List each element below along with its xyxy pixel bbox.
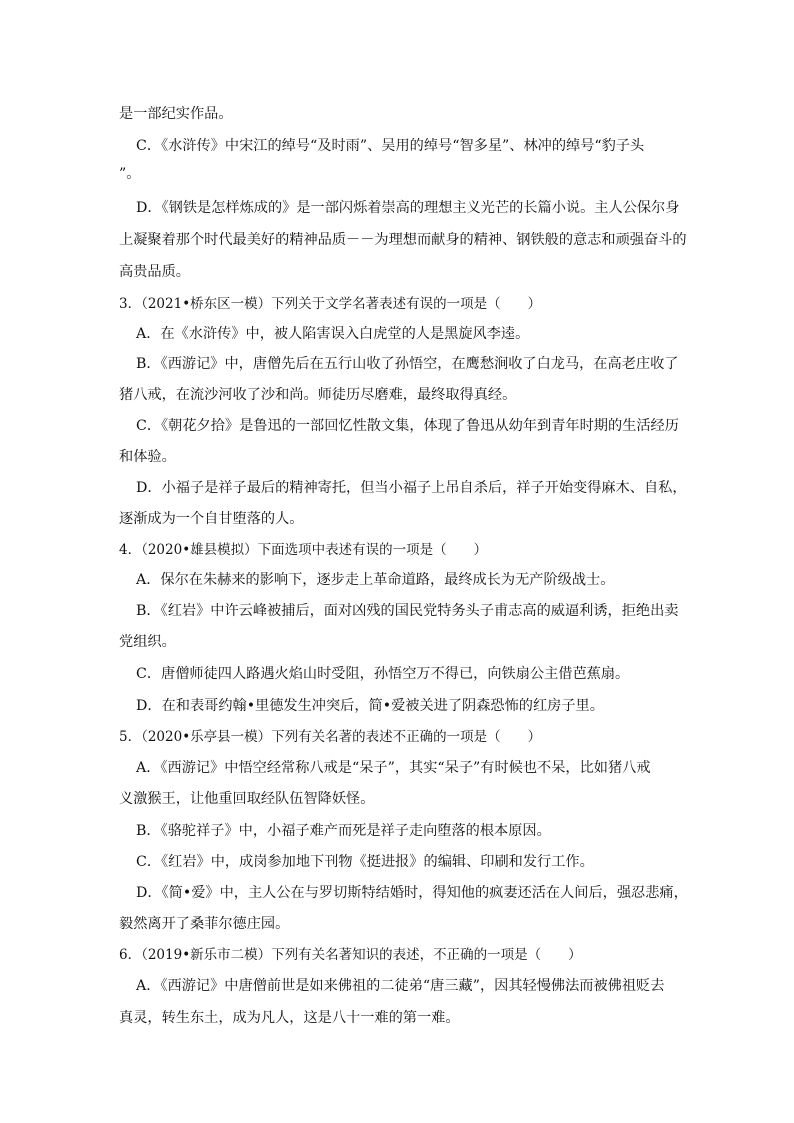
text-line: 和体验。 (119, 449, 176, 465)
option-c-line: C．唐僧师徒四人路遇火焰山时受阻，孙悟空万不得已，向铁扇公主借芭蕉扇。 (136, 666, 630, 682)
text-line: 逐渐成为一个自甘堕落的人。 (119, 511, 304, 527)
question-5-title: 5．（2020•乐亭县一模）下列有关名著的表述不正确的一项是（ ） (119, 729, 542, 745)
text-line: 党组织。 (119, 634, 176, 650)
option-d-line: D．《简•爱》中，主人公在与罗切斯特结婚时，得知他的疯妻还活在人间后，强忍悲痛， (136, 885, 688, 901)
text-line: 义激猴王，让他重回取经队伍智降妖怪。 (119, 791, 375, 807)
text-line: 上凝聚着那个时代最美好的精神品质－－为理想而献身的精神、钢铁般的意志和顽强奋斗的 (119, 232, 687, 248)
option-c-line: C．《水浒传》中宋江的绰号“及时雨”、吴用的绰号“智多星”、林冲的绰号“豹子头 (136, 138, 645, 154)
question-6-title: 6．（2019•新乐市二模）下列有关名著知识的表述，不正确的一项是（ ） (119, 947, 582, 963)
option-b-line: B．《骆驼祥子》中，小福子难产而死是祥子走向堕落的根本原因。 (136, 823, 551, 839)
option-a-line: A．保尔在朱赫来的影响下，逐步走上革命道路，最终成长为无产阶级战士。 (136, 572, 615, 588)
text-line: 猪八戒，在流沙河收了沙和尚。师徒历尽磨难，最终取得真经。 (119, 387, 517, 403)
text-line: 是一部纪实作品。 (119, 106, 233, 122)
option-b-line: B．《西游记》中，唐僧先后在五行山收了孙悟空，在鹰愁涧收了白龙马，在高老庄收了 (136, 356, 679, 372)
option-b-line: B．《红岩》中许云峰被捕后，面对凶残的国民党特务头子甫志高的威逼利诱，拒绝出卖 (136, 603, 679, 619)
option-c-line: C．《红岩》中，成岗参加地下刊物《挺进报》的编辑、印刷和发行工作。 (136, 854, 594, 870)
question-4-title: 4．（2020•雄县模拟）下面选项中表述有误的一项是（ ） (119, 542, 488, 558)
option-d-line: D．在和表哥约翰•里德发生冲突后，简•爱被关进了阴森恐怖的红房子里。 (136, 698, 604, 714)
text-line: ”。 (119, 166, 141, 182)
text-line: 高贵品质。 (119, 264, 190, 280)
option-a-line: A．《西游记》中唐僧前世是如来佛祖的二徒弟“唐三藏”，因其轻慢佛法而被佛祖贬去 (136, 978, 665, 994)
option-c-line: C．《朝花夕拾》是鲁迅的一部回忆性散文集，体现了鲁迅从幼年到青年时期的生活经历 (136, 418, 679, 434)
option-a-line: A．《西游记》中悟空经常称八戒是“呆子”，其实“呆子”有时候也不呆，比如猪八戒 (136, 760, 651, 776)
option-d-line: D．《钢铁是怎样炼成的》是一部闪烁着崇高的理想主义光芒的长篇小说。主人公保尔身 (136, 200, 680, 216)
option-d-line: D．小福子是祥子最后的精神寄托，但当小福子上吊自杀后，祥子开始变得麻木、自私， (136, 480, 687, 496)
option-a-line: A．在《水浒传》中，被人陷害误入白虎堂的人是黑旋风李逵。 (136, 326, 530, 342)
text-line: 真灵，转生东土，成为凡人，这是八十一难的第一难。 (119, 1010, 460, 1026)
question-3-title: 3．（2021•桥东区一模）下列关于文学名著表述有误的一项是（ ） (119, 296, 542, 312)
text-line: 毅然离开了桑菲尔德庄园。 (119, 916, 290, 932)
